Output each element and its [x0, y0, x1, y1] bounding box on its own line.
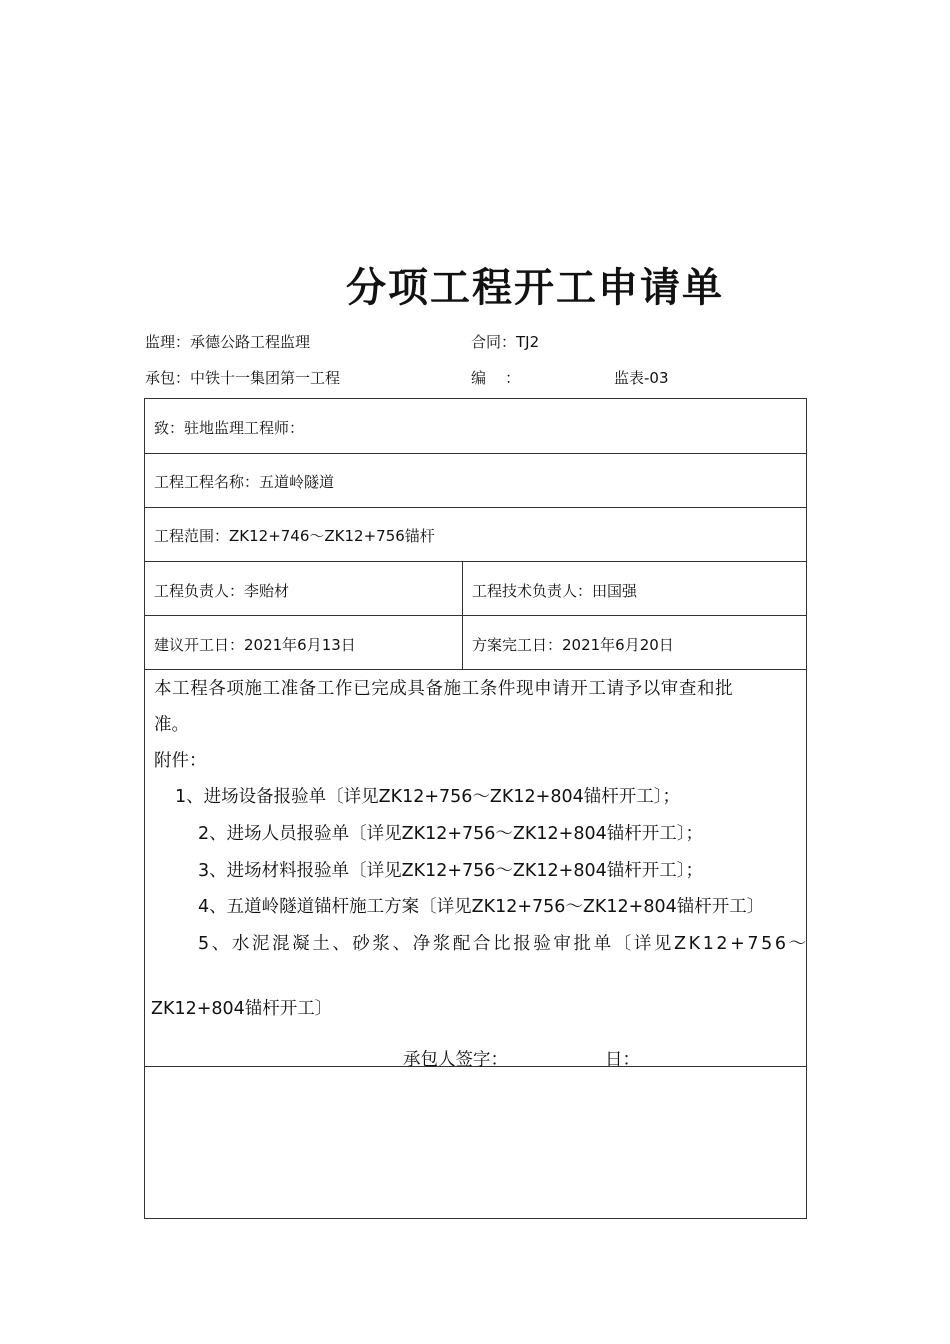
- attachment-item: 2、进场人员报验单〔详见ZK12+756～ZK12+804锚杆开工〕；: [198, 824, 703, 844]
- start-date: 建议开工日：2021年6月13日: [154, 636, 356, 654]
- contractor-signature-label: 承包人签字：: [403, 1050, 508, 1070]
- project-manager: 工程负责人：李贻材: [154, 582, 290, 600]
- row-divider: [145, 615, 806, 616]
- column-divider: [462, 561, 463, 669]
- request-text-line1: 本工程各项施工准备工作已完成具备施工条件现申请开工请予以审查和批: [154, 679, 734, 699]
- row-divider: [145, 453, 806, 454]
- form-code: 监表-03: [614, 369, 669, 387]
- application-table: [144, 398, 807, 1219]
- row-divider: [145, 507, 806, 508]
- attachment-item: 5、水泥混凝土、砂浆、净浆配合比报验审批单〔详见ZK12+756～: [198, 934, 809, 954]
- row-divider: [145, 561, 806, 562]
- row-divider: [145, 669, 806, 670]
- document-title: 分项工程开工申请单: [346, 264, 724, 311]
- contract-label: 合同：TJ2: [471, 333, 540, 351]
- project-scope: 工程范围：ZK12+746～ZK12+756锚杆: [154, 527, 435, 545]
- request-text-line2: 准。: [154, 715, 189, 735]
- attachment-item: 3、进场材料报验单〔详见ZK12+756～ZK12+804锚杆开工〕；: [198, 861, 703, 881]
- addressee: 致：驻地监理工程师：: [154, 419, 305, 437]
- tech-manager: 工程技术负责人：田国强: [472, 582, 638, 600]
- attachments-label: 附件：: [154, 751, 207, 771]
- project-name: 工程工程名称：五道岭隧道: [154, 473, 335, 491]
- date-label: 日：: [605, 1050, 640, 1070]
- contractor-label: 承包：中铁十一集团第一工程: [145, 369, 341, 387]
- end-date: 方案完工日：2021年6月20日: [472, 636, 674, 654]
- number-label: 编 ：: [471, 369, 521, 387]
- attachment-item-continued: ZK12+804锚杆开工〕: [151, 999, 333, 1019]
- supervisor-label: 监理：承德公路工程监理: [145, 333, 311, 351]
- attachment-item: 1、进场设备报验单〔详见ZK12+756～ZK12+804锚杆开工〕；: [175, 787, 680, 807]
- attachment-item: 4、五道岭隧道锚杆施工方案〔详见ZK12+756～ZK12+804锚杆开工〕: [198, 897, 765, 917]
